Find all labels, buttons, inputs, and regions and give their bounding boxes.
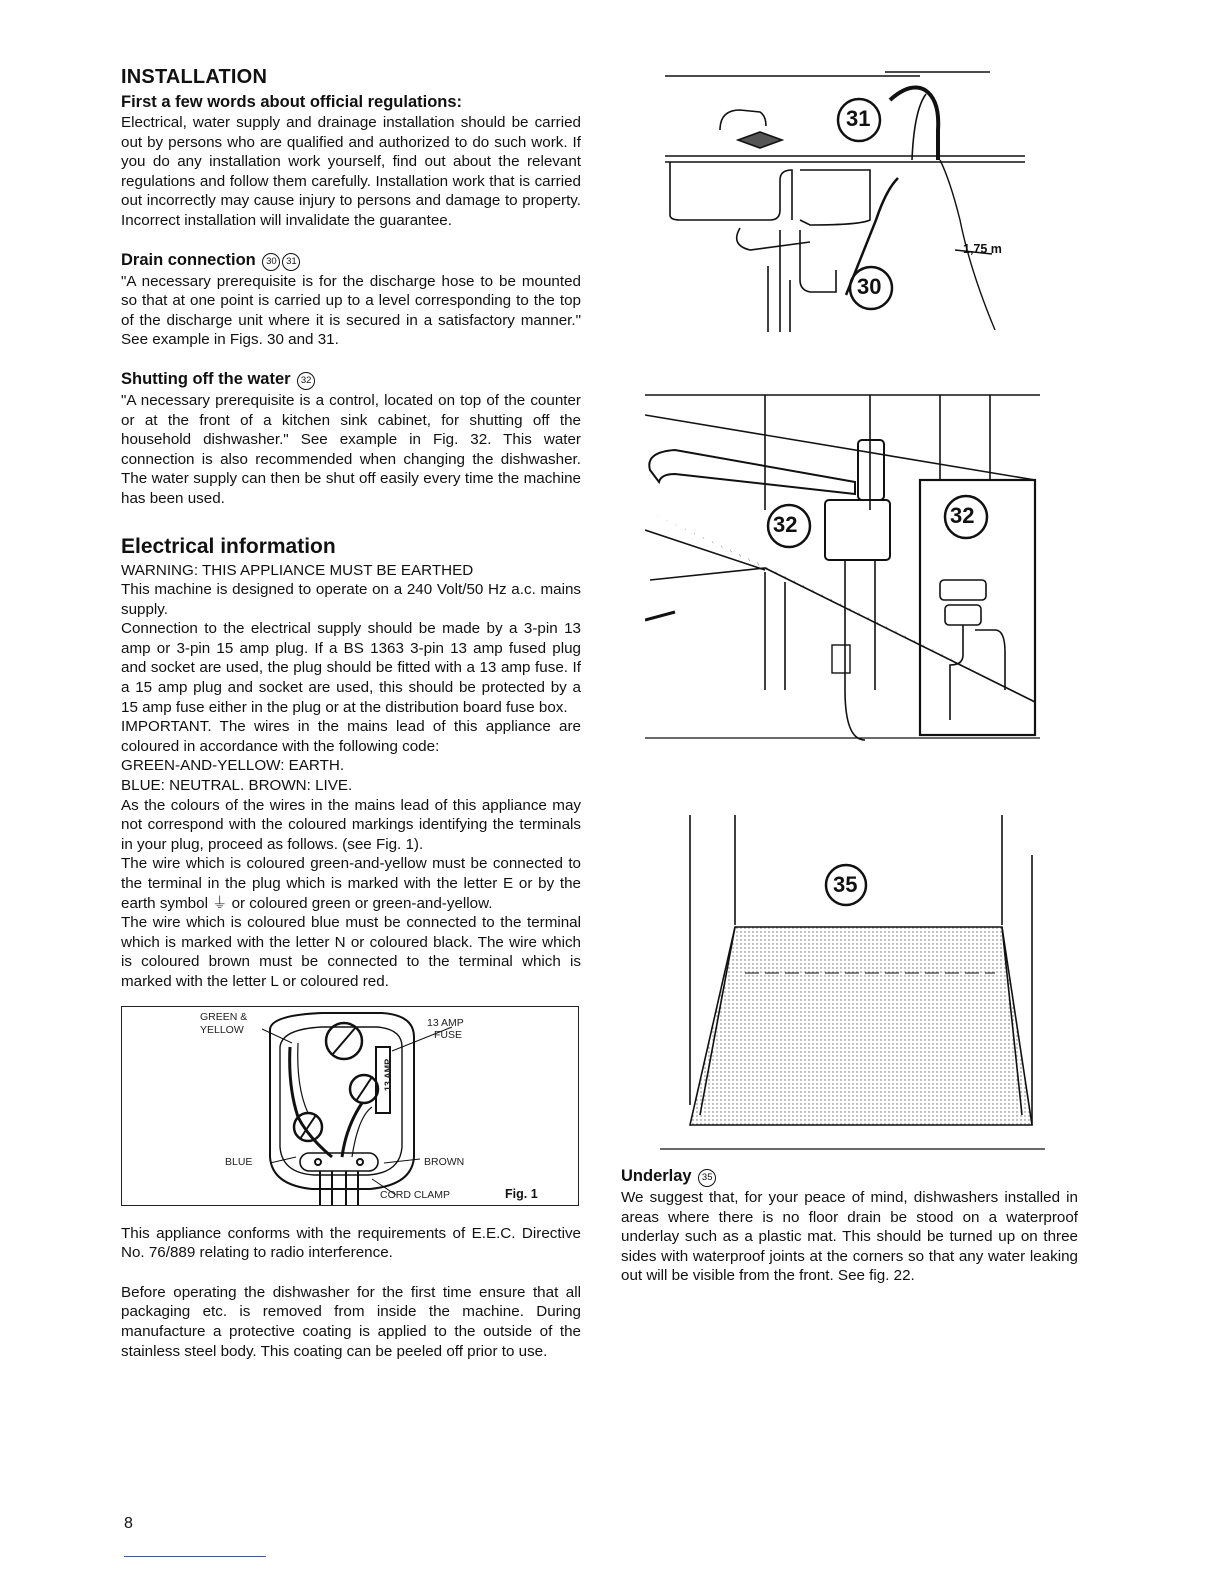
fig1-green-label: GREEN & xyxy=(200,1010,248,1023)
electrical-line-8: The wire which is coloured blue must be connected to the terminal which is marked with the letter N or coloured black. The wire which is coloured brown must be connected to the terminal which is marked with the letter L or coloured red. xyxy=(121,914,581,990)
fig1-yellow-label: YELLOW xyxy=(200,1023,244,1036)
drain-title-text: Drain connection xyxy=(121,250,256,269)
electrical-title: Electrical information xyxy=(121,534,336,558)
electrical-warning: WARNING: THIS APPLIANCE MUST BE EARTHED xyxy=(121,561,474,579)
fig32-tap-diagram xyxy=(645,390,1040,745)
underlay-section xyxy=(621,1167,1078,1286)
electrical-line-7: The wire which is coloured green-and-yellow must be connected to the terminal in the plug which is marked with the letter E or by the earth symbol ⏚ or coloured green or green-and-yellow. xyxy=(121,855,581,912)
electrical-line-4: GREEN-AND-YELLOW: EARTH. xyxy=(121,757,345,775)
fig35-underlay-diagram xyxy=(660,815,1050,1160)
plug-illustration xyxy=(122,1007,578,1205)
fig32-label-a: 32 xyxy=(773,512,798,537)
electrical-line-3: IMPORTANT. The wires in the mains lead of this appliance are coloured in accordance with the following code: xyxy=(121,718,581,755)
underlay-illustration xyxy=(660,815,1050,1160)
electrical-line-2: Connection to the electrical supply should be made by a 3-pin 13 amp or 3-pin 15 amp plug. If a BS 1363 3-pin 13 amp fused plug and socket are used, the plug should be fitted with a 13 amp fuse. If a 15 amp plug and socket are used, this should be protected by a 15 amp fuse either in the plug or at the distribution board fuse box. xyxy=(121,620,581,716)
drain-title xyxy=(121,251,581,271)
underlay-title xyxy=(621,1167,1078,1187)
page-number: 8 xyxy=(124,1515,133,1532)
ref-30-icon: 30 xyxy=(262,253,280,271)
shutoff-title-text: Shutting off the water xyxy=(121,369,291,388)
fig31-label: 31 xyxy=(846,106,871,131)
electrical-line-5: BLUE: NEUTRAL. BROWN: LIVE. xyxy=(121,777,353,795)
fig1-plug-diagram xyxy=(121,1006,579,1206)
fig1-fuse-label-1: 13 AMP xyxy=(427,1016,464,1029)
regulations-body: Electrical, water supply and drainage installation should be carried out by persons who are qualified and authorized to do such work. If you do any installation work yourself, find out about the relevant regulations and follow them carefully. Installation work that is carried out incorrectly may cause injury to persons and damage to property. Incorrect installation will invalidate the guarantee. xyxy=(121,114,581,229)
ref-35-icon: 35 xyxy=(698,1169,716,1187)
left-column xyxy=(121,66,581,1361)
fig1-blue-label: BLUE xyxy=(225,1155,253,1168)
underlay-body: We suggest that, for your peace of mind, dishwashers installed in areas where there is no floor drain be stood on a waterproof underlay such as a plastic mat. This should be turned up on three sides with waterproof joints at the corners so that any water leaking out will be visible from the front. See fig. 22. xyxy=(621,1189,1078,1285)
ref-31-icon: 31 xyxy=(282,253,300,271)
regulations-title: First a few words about official regulations: xyxy=(121,93,463,111)
ref-32-icon: 32 xyxy=(297,372,315,390)
fig35-label: 35 xyxy=(833,872,858,897)
drain-illustration xyxy=(650,70,1030,350)
fig1-brown-label: BROWN xyxy=(424,1155,465,1168)
fig1-fuse-label-2: FUSE xyxy=(434,1028,463,1041)
fig1-fuse-body-text: 13 AMP xyxy=(383,1058,394,1091)
eec-body: This appliance conforms with the requirements of E.E.C. Directive No. 76/889 relating to radio interference. xyxy=(121,1224,581,1262)
fig1-caption: Fig. 1 xyxy=(505,1186,538,1201)
drain-body: "A necessary prerequisite is for the discharge hose to be mounted so that at one point is carried up to a level corresponding to the top of the discharge unit where it is secured in a satisfactory manner." See example in Figs. 30 and 31. xyxy=(121,272,581,349)
fig1-clamp-label: CORD CLAMP xyxy=(380,1188,451,1201)
fig32-label-b: 32 xyxy=(950,503,975,528)
shutoff-body: "A necessary prerequisite is a control, located on top of the counter or at the front of a kitchen sink cabinet, for shutting off the household dishwasher." See example in Fig. 32. This water connection is also recommended when changing the dishwasher. The water supply can then be shut off easily every time the machine has been used. xyxy=(121,391,581,507)
fig30-label: 30 xyxy=(857,274,882,299)
footer-divider xyxy=(124,1556,266,1557)
before-use-body: Before operating the dishwasher for the first time ensure that all packaging etc. is removed from inside the machine. During manufacture a protective coating is applied to the outside of the stainless steel body. This coating can be peeled off prior to use. xyxy=(121,1283,581,1360)
page-heading: INSTALLATION xyxy=(121,66,268,88)
shutoff-title xyxy=(121,370,581,390)
fig30-31-drain-diagram xyxy=(650,70,1030,350)
underlay-title-text: Underlay xyxy=(621,1167,692,1185)
tap-illustration xyxy=(645,390,1040,745)
electrical-line-6: As the colours of the wires in the mains lead of this appliance may not correspond with the coloured markings identifying the terminals in your plug, proceed as follows. (see Fig. 1). xyxy=(121,796,581,853)
height-label: 1,75 m xyxy=(963,242,1002,256)
electrical-line-1: This machine is designed to operate on a 240 Volt/50 Hz a.c. mains supply. xyxy=(121,581,581,618)
